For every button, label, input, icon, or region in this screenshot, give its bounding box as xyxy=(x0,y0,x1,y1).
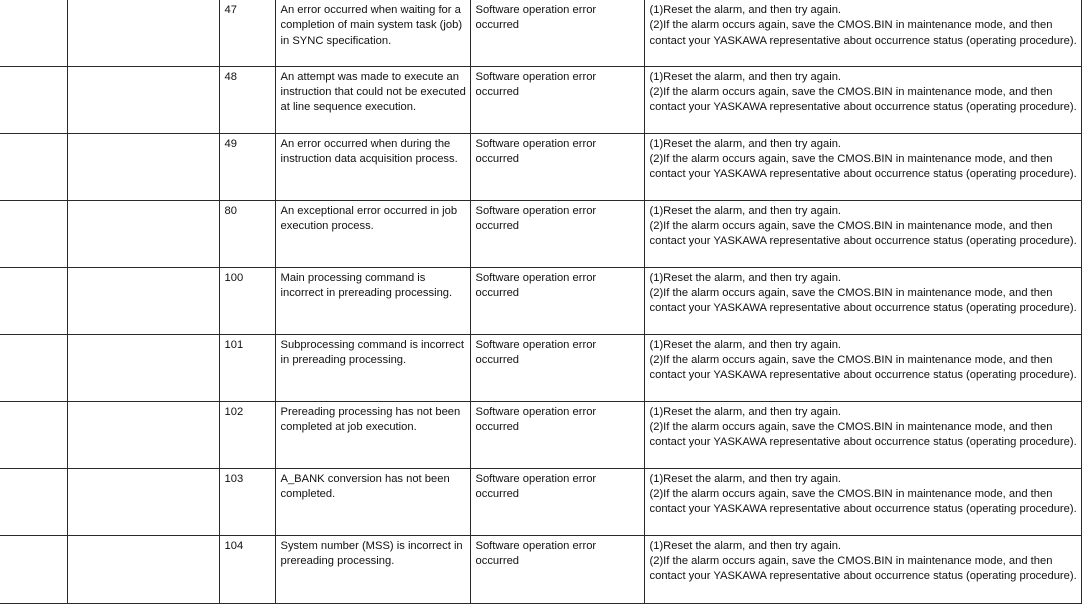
remedy-step: (1)Reset the alarm, and then try again. xyxy=(649,137,842,150)
remedy-step: (2)If the alarm occurs again, save the CMOS.BIN in maintenance mode, and then contact your YASKAWA representative about occurrence status (operating procedure). xyxy=(649,554,1077,583)
remedy-step: (1)Reset the alarm, and then try again. xyxy=(649,472,842,485)
remedy-step: (2)If the alarm occurs again, save the CMOS.BIN in maintenance mode, and then contact your YASKAWA representative about occurrence status (operating procedure). xyxy=(649,219,1077,248)
remedy-step: (2)If the alarm occurs again, save the CMOS.BIN in maintenance mode, and then contact your YASKAWA representative about occurrence status (operating procedure). xyxy=(649,152,1077,181)
empty-cell xyxy=(0,468,67,535)
remedy-step: (1)Reset the alarm, and then try again. xyxy=(649,204,842,217)
empty-cell xyxy=(67,535,219,603)
alarm-cause-cell: Software operation error occurred xyxy=(470,0,644,66)
remedy-step: (2)If the alarm occurs again, save the CMOS.BIN in maintenance mode, and then contact your YASKAWA representative about occurrence status (operating procedure). xyxy=(649,420,1077,449)
empty-cell xyxy=(0,535,67,603)
empty-cell xyxy=(67,66,219,133)
alarm-subcode-cell: 48 xyxy=(219,66,275,133)
table-row xyxy=(0,334,1081,401)
alarm-subcode-cell: 104 xyxy=(219,535,275,603)
alarm-cause-cell: Software operation error occurred xyxy=(470,401,644,468)
alarm-meaning-cell: An error occurred when waiting for a completion of main system task (job) in SYNC specification. xyxy=(275,0,470,66)
alarm-remedy-cell xyxy=(644,0,1081,66)
alarm-subcode-cell: 49 xyxy=(219,133,275,200)
alarm-subcode-cell: 47 xyxy=(219,0,275,66)
alarm-meaning-cell: An exceptional error occurred in job execution process. xyxy=(275,200,470,267)
table-row xyxy=(0,468,1081,535)
alarm-subcode-cell: 101 xyxy=(219,334,275,401)
table-row xyxy=(0,66,1081,133)
empty-cell xyxy=(0,267,67,334)
remedy-step: (1)Reset the alarm, and then try again. xyxy=(649,405,842,418)
table-row xyxy=(0,200,1081,267)
empty-cell xyxy=(67,0,219,66)
empty-cell xyxy=(67,133,219,200)
alarm-remedy-cell xyxy=(644,66,1081,133)
table-row xyxy=(0,535,1081,603)
alarm-meaning-cell: A_BANK conversion has not been completed. xyxy=(275,468,470,535)
remedy-step: (2)If the alarm occurs again, save the CMOS.BIN in maintenance mode, and then contact your YASKAWA representative about occurrence status (operating procedure). xyxy=(649,85,1077,114)
alarm-subcode-cell: 102 xyxy=(219,401,275,468)
alarm-remedy-cell xyxy=(644,334,1081,401)
empty-cell xyxy=(67,334,219,401)
empty-cell xyxy=(0,66,67,133)
alarm-meaning-cell: System number (MSS) is incorrect in prereading processing. xyxy=(275,535,470,603)
table-row xyxy=(0,267,1081,334)
alarm-cause-cell: Software operation error occurred xyxy=(470,133,644,200)
alarm-remedy-cell xyxy=(644,200,1081,267)
alarm-meaning-cell: An attempt was made to execute an instruction that could not be executed at line sequence execution. xyxy=(275,66,470,133)
alarm-cause-cell: Software operation error occurred xyxy=(470,468,644,535)
alarm-meaning-cell: An error occurred when during the instruction data acquisition process. xyxy=(275,133,470,200)
alarm-subcode-cell: 80 xyxy=(219,200,275,267)
alarm-cause-cell: Software operation error occurred xyxy=(470,66,644,133)
table-row xyxy=(0,0,1081,66)
empty-cell xyxy=(0,200,67,267)
remedy-step: (2)If the alarm occurs again, save the CMOS.BIN in maintenance mode, and then contact your YASKAWA representative about occurrence status (operating procedure). xyxy=(649,286,1077,315)
empty-cell xyxy=(0,0,67,66)
alarm-cause-cell: Software operation error occurred xyxy=(470,200,644,267)
empty-cell xyxy=(0,401,67,468)
table-row xyxy=(0,133,1081,200)
alarm-meaning-cell: Main processing command is incorrect in prereading processing. xyxy=(275,267,470,334)
alarm-subcode-cell: 100 xyxy=(219,267,275,334)
empty-cell xyxy=(67,468,219,535)
empty-cell xyxy=(67,200,219,267)
alarm-remedy-cell xyxy=(644,535,1081,603)
empty-cell xyxy=(67,401,219,468)
alarm-cause-cell: Software operation error occurred xyxy=(470,267,644,334)
remedy-step: (1)Reset the alarm, and then try again. xyxy=(649,70,842,83)
alarm-remedy-cell xyxy=(644,401,1081,468)
alarm-meaning-cell: Prereading processing has not been completed at job execution. xyxy=(275,401,470,468)
alarm-remedy-cell xyxy=(644,468,1081,535)
alarm-meaning-cell: Subprocessing command is incorrect in prereading processing. xyxy=(275,334,470,401)
alarm-cause-cell: Software operation error occurred xyxy=(470,535,644,603)
empty-cell xyxy=(67,267,219,334)
empty-cell xyxy=(0,133,67,200)
remedy-step: (1)Reset the alarm, and then try again. xyxy=(649,539,842,552)
remedy-step: (1)Reset the alarm, and then try again. xyxy=(649,271,842,284)
remedy-step: (2)If the alarm occurs again, save the CMOS.BIN in maintenance mode, and then contact your YASKAWA representative about occurrence status (operating procedure). xyxy=(649,353,1077,382)
empty-cell xyxy=(0,334,67,401)
alarm-remedy-cell xyxy=(644,133,1081,200)
remedy-step: (2)If the alarm occurs again, save the CMOS.BIN in maintenance mode, and then contact your YASKAWA representative about occurrence status (operating procedure). xyxy=(649,487,1077,516)
alarm-remedy-cell xyxy=(644,267,1081,334)
remedy-step: (1)Reset the alarm, and then try again. xyxy=(649,338,842,351)
remedy-step: (1)Reset the alarm, and then try again. xyxy=(649,4,842,16)
table-row xyxy=(0,401,1081,468)
remedy-step: (2)If the alarm occurs again, save the CMOS.BIN in maintenance mode, and then contact your YASKAWA representative about occurrence status (operating procedure). xyxy=(649,19,1077,47)
alarm-subcode-cell: 103 xyxy=(219,468,275,535)
alarm-cause-cell: Software operation error occurred xyxy=(470,334,644,401)
